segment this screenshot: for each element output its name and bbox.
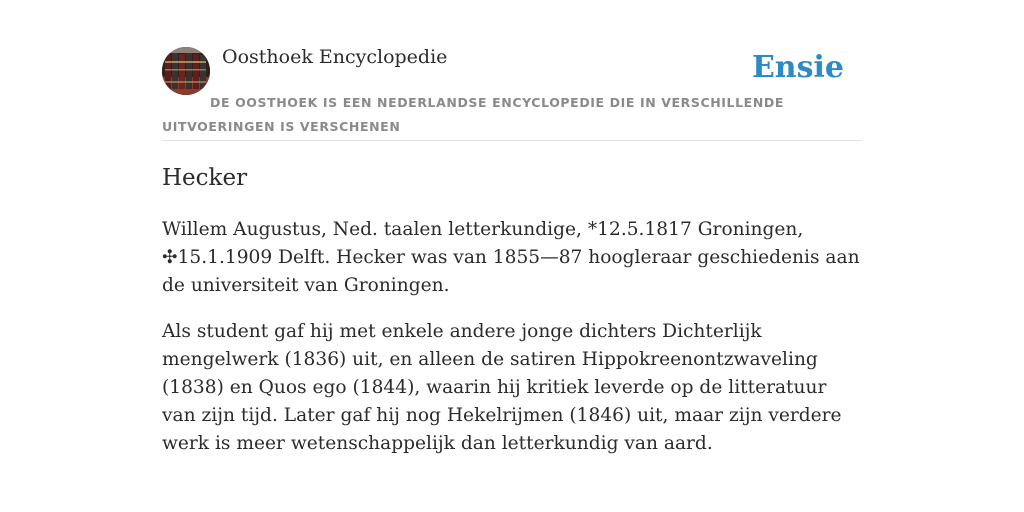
article-paragraph: Als student gaf hij met enkele andere jonge dichters Dichterlijk mengelwerk (1836) uit, en alleen de satiren Hippokreenontzwaveling (1838) en Quos ego (1844), waarin hij kritiek leverde op de litteratuur van zijn tijd. Later gaf hij nog Hekelrijmen (1846) uit, maar zijn verdere werk is meer wetenschappelijk dan letterkundig van aard. [162,321,842,454]
article [162,162,862,458]
site-header [162,44,862,141]
article-paragraph: Willem Augustus, Ned. taalen letterkundige, *12.5.1817 Groningen, ✣15.1.1909 Delft. Hecker was van 1855—87 hoogleraar geschiedenis aan de universiteit van Groningen. [162,219,860,296]
article-title: Hecker [162,165,248,191]
site-title-link[interactable]: Oosthoek Encyclopedie [222,46,448,68]
ensie-logo-link[interactable]: Ensie [751,50,844,85]
site-tagline: DE OOSTHOEK IS EEN NEDERLANDSE ENCYCLOPEDIE DIE IN VERSCHILLENDE UITVOERINGEN IS VERSCHENEN [162,95,784,134]
encyclopedia-books-icon[interactable] [162,47,210,95]
